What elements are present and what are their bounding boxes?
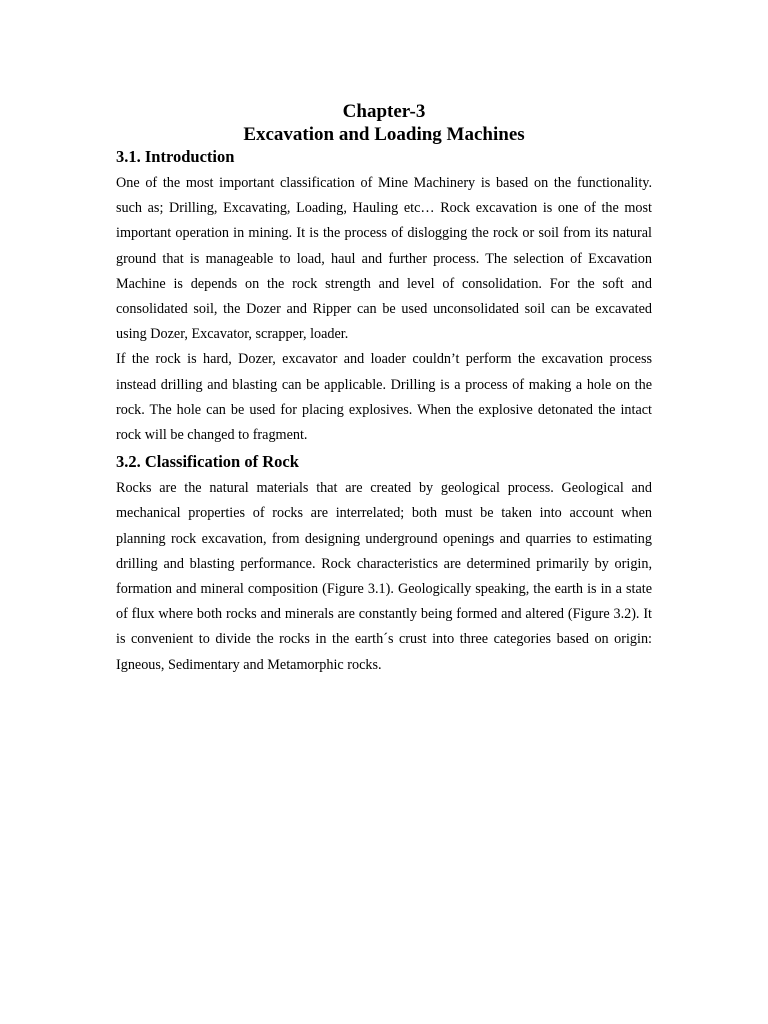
paragraph-introduction-2: If the rock is hard, Dozer, excavator and loader couldn’t perform the excavation process instead drilling and blasting can be applicable. Drilling is a process of making a hole on the rock. The hole can be used for placing explosives. When the explosive detonated the intact rock will be changed to fragment.: [116, 351, 652, 444]
paragraph-introduction-1: One of the most important classification of Mine Machinery is based on the functionality. such as; Drilling, Excavating, Loading, Hauling etc… Rock excavation is one of the most important operation in mining. It is the process of dislogging the rock or soil from its natural ground that is manageable to load, haul and further process. The selection of Excavation Machine is depends on the rock strength and level of consolidation. For the soft and consolidated soil, the Dozer and Ripper can be used unconsolidated soil can be excavated using Dozer, Excavator, scrapper, loader.: [116, 175, 652, 343]
paragraph-classification-of-rock: Rocks are the natural materials that are created by geological process. Geological and mechanical properties of rocks are interrelated; both must be taken into account when planning rock excavation, from designing underground openings and quarries to estimating drilling and blasting performance. Rock characteristics are determined primarily by origin, formation and mineral composition (Figure 3.1). Geologically speaking, the earth is in a state of flux where both rocks and minerals are constantly being formed and altered (Figure 3.2). It is convenient to divide the rocks in the earth´s crust into three categories based on origin: Igneous, Sedimentary and Metamorphic rocks.: [116, 480, 652, 673]
chapter-title: Excavation and Loading Machines: [243, 124, 525, 145]
chapter-number: Chapter-3: [342, 101, 426, 122]
section-heading-classification-of-rock: 3.2. Classification of Rock: [116, 452, 299, 472]
document-page: [116, 100, 652, 678]
section-heading-introduction: 3.1. Introduction: [116, 147, 235, 166]
